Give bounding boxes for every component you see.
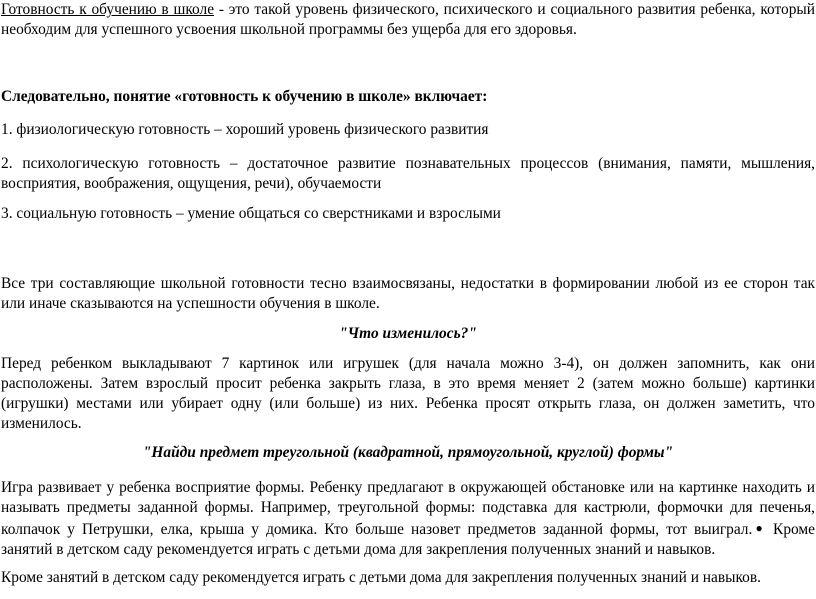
game2-text-after: Кроме занятий в детском саду рекомендуется играть с детьми дома для закрепления полученных знаний и навыков. bbox=[1, 521, 815, 558]
bullet-icon: ● bbox=[752, 521, 766, 535]
game1-paragraph: Перед ребенком выкладывают 7 картинок или игрушек (для начала можно 3-4), он должен запомнить, как они расположены. Затем взрослый просит ребенка закрыть глаза, в это время меняет 2 (затем можно больше) картинки (игрушки) местами или убирает одну (или больше) из них. Ребенка просят открыть глаза, он должен заметить, что изменилось. bbox=[1, 355, 815, 432]
game2-paragraph bbox=[1, 478, 815, 560]
closing-paragraph: Кроме занятий в детском саду рекомендуется играть с детьми дома для закрепления полученных знаний и навыков. bbox=[1, 569, 761, 586]
game2-text: Игра развивает у ребенка восприятие формы. Ребенку предлагают в окружающей обстановке или на картинке находить и называть предметы заданной формы. Например, треугольной формы: подставка для кастрюли, формочки для печенья, колпачок у Петрушки, елка, крыша у домика. Кто больше назовет предметов заданной формы, тот выиграл. bbox=[1, 479, 815, 538]
game2-title: "Найди предмет треугольной (квадратной, прямоугольной, круглой) формы" bbox=[142, 444, 674, 461]
game1-title: "Что изменилось?" bbox=[339, 325, 477, 342]
list-item-1: 1. физиологическую готовность – хороший уровень физического развития bbox=[1, 121, 489, 138]
summary-paragraph: Все три составляющие школьной готовности тесно взаимосвязаны, недостатки в формировании любой из ее сторон так или иначе сказываются на успешности обучения в школе. bbox=[1, 275, 815, 312]
list-item-2: 2. психологическую готовность – достаточное развитие познавательных процессов (внимания, памяти, мышления, восприятия, воображения, ощущения, речи), обучаемости bbox=[1, 155, 815, 192]
intro-paragraph bbox=[1, 0, 815, 40]
intro-term: Готовность к обучению в школе bbox=[1, 1, 215, 18]
list-item-3: 3. социальную готовность – умение общаться со сверстниками и взрослыми bbox=[1, 205, 501, 222]
concept-heading: Следовательно, понятие «готовность к обучению в школе» включает: bbox=[1, 88, 488, 105]
intro-text: - это такой уровень физического, психического и социального развития ребенка, который необходим для успешного усвоения школьной программы без ущерба для его здоровья. bbox=[1, 1, 815, 38]
